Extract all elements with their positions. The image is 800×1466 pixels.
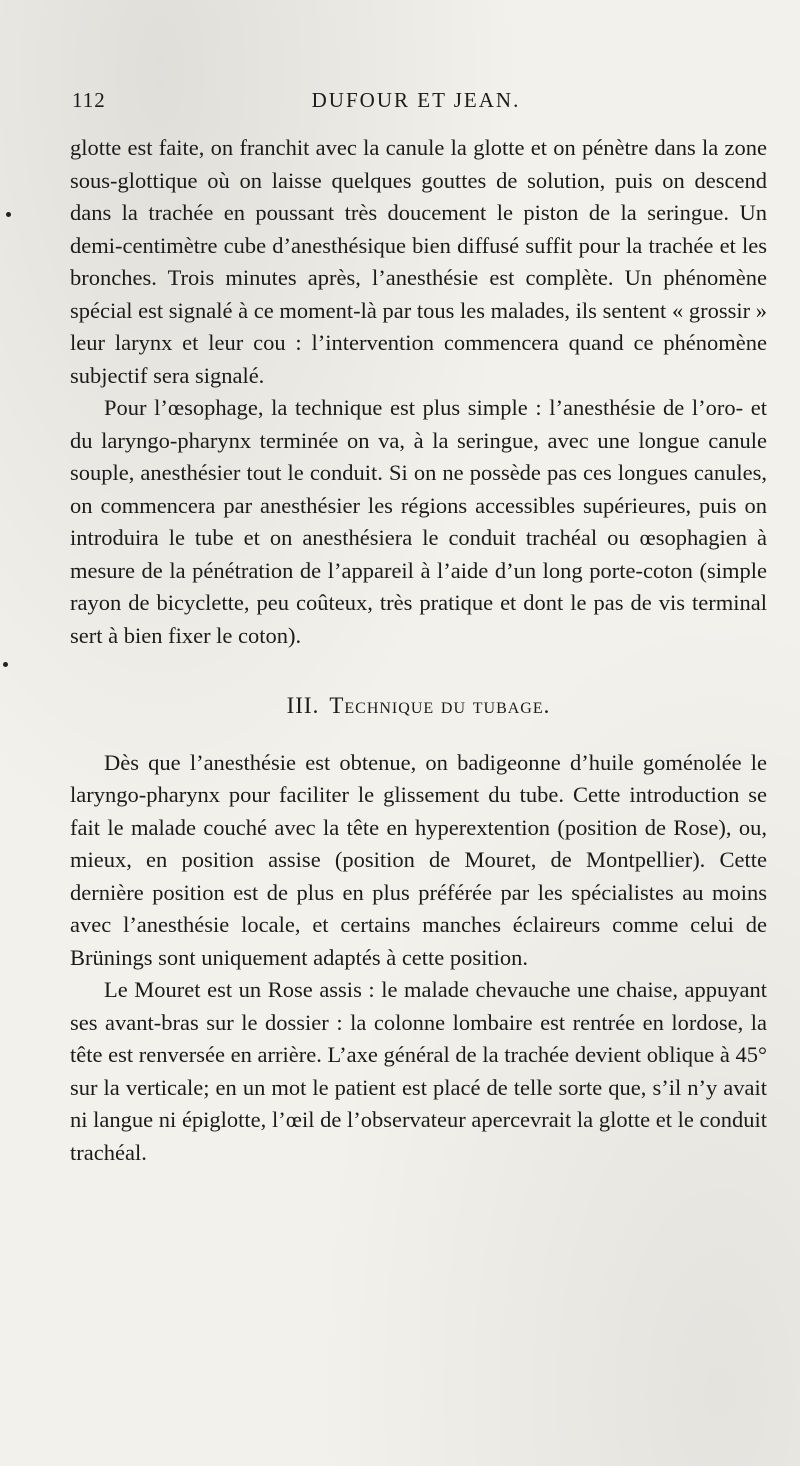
paragraph-tubage-intro: Dès que l’anesthésie est obtenue, on badigeonne d’huile goménolée le laryngo-pharynx pour faciliter le glissement du tube. Cette introduction se fait le malade couché avec la tête en hyperextention (position de Rose), ou, mieux, en position assise (position de Mouret, de Montpellier). Cette dernière position est de plus en plus préférée par les spécialistes au moins avec l’anesthésie locale, et certains manches éclaireurs comme celui de Brünings sont uniquement adaptés à cette position.: [70, 749, 767, 970]
margin-speck: [3, 662, 8, 667]
section-heading: [70, 690, 767, 723]
section-number: III.: [286, 693, 320, 718]
margin-speck: [6, 212, 11, 217]
paragraph-mouret-position: Le Mouret est un Rose assis : le malade chevauche une chaise, appuyant ses avant-bras sur le dossier : la colonne lombaire est rentrée en lordose, la tête est renversée en arrière. L’axe général de la trachée devient oblique à 45° sur la verticale; en un mot le patient est placé de telle sorte que, s’il n’y avait ni langue ni épiglotte, l’œil de l’observateur apercevrait la glotte et le conduit trachéal.: [70, 977, 767, 1165]
paragraph-oesophagus: Pour l’œsophage, la technique est plus simple : l’anesthésie de l’oro- et du laryngo-pharynx terminée on va, à la seringue, avec une longue canule souple, anesthésier tout le conduit. Si on ne possède pas ces longues canules, on commencera par anesthésier les régions accessibles supérieures, puis on introduira le tube et on anesthésiera le conduit trachéal ou œsophagien à mesure de la pénétration de l’appareil à l’aide d’un long porte-coton (simple rayon de bicyclette, peu coûteux, très pratique et dont le pas de vis terminal sert à bien fixer le coton).: [70, 395, 767, 648]
paragraph-continuation: glotte est faite, on franchit avec la canule la glotte et on pénètre dans la zone sous-glottique où on laisse quelques gouttes de solution, puis on descend dans la trachée en poussant très doucement le piston de la seringue. Un demi-centimètre cube d’anesthésique bien diffusé suffit pour la trachée et les bronches. Trois minutes après, l’anesthésie est complète. Un phénomène spécial est signalé à ce moment-là par tous les malades, ils sentent « grossir » leur larynx et leur cou : l’intervention commencera quand ce phénomène subjectif sera signalé.: [70, 135, 767, 388]
section-title: Technique du tubage.: [329, 693, 551, 718]
page-number: 112: [72, 88, 106, 112]
page-header: [72, 88, 760, 120]
body-text: [70, 132, 767, 1169]
running-head: DUFOUR ET JEAN.: [311, 88, 521, 112]
